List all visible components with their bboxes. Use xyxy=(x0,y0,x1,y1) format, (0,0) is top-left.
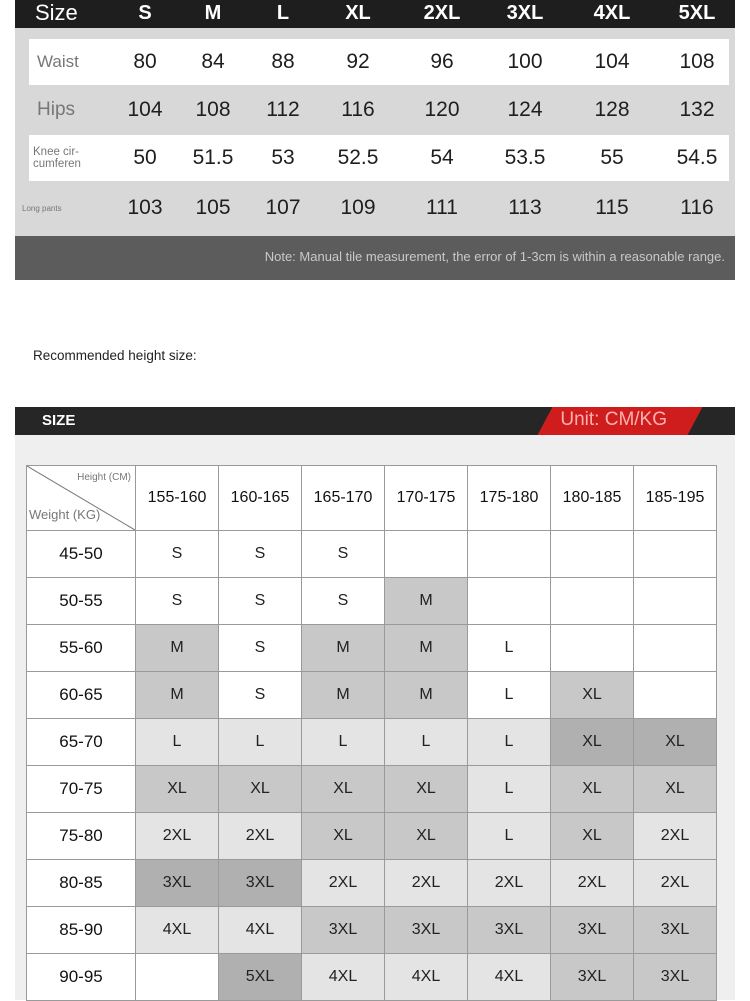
size-cell: 4XL xyxy=(136,907,219,954)
size-cell xyxy=(551,625,634,672)
hips-value: 112 xyxy=(266,98,300,121)
size-cell: M xyxy=(302,672,385,719)
knee-value: 52.5 xyxy=(337,146,379,169)
long-pants-label: Long pants xyxy=(22,203,62,213)
size-cell: 3XL xyxy=(468,907,551,954)
waist-value: 96 xyxy=(430,50,454,73)
size-cell: XL xyxy=(634,766,717,813)
hips-label: Hips xyxy=(37,99,76,120)
size-col-xl: XL xyxy=(345,2,371,24)
long-pants-value: 111 xyxy=(426,196,458,219)
weight-row xyxy=(27,813,717,860)
weight-row xyxy=(27,766,717,813)
long-pants-value: 107 xyxy=(265,196,301,219)
weight-label: 90-95 xyxy=(27,954,136,1001)
size-cell: L xyxy=(468,813,551,860)
recommendation-body xyxy=(27,531,717,1001)
weight-label: 70-75 xyxy=(27,766,136,813)
weight-label: 75-80 xyxy=(27,813,136,860)
size-cell: XL xyxy=(634,719,717,766)
size-cell: 2XL xyxy=(385,860,468,907)
size-cell: S xyxy=(136,578,219,625)
size-cell: 5XL xyxy=(219,954,302,1001)
size-col-4xl: 4XL xyxy=(593,2,631,24)
waist-label: Waist xyxy=(37,52,79,71)
size-cell: XL xyxy=(385,766,468,813)
size-cell: 3XL xyxy=(302,907,385,954)
size-cell: 2XL xyxy=(551,860,634,907)
hips-value: 116 xyxy=(341,98,375,121)
size-cell xyxy=(551,531,634,578)
knee-value: 54 xyxy=(430,146,454,169)
size-cell: S xyxy=(136,531,219,578)
size-cell: 3XL xyxy=(551,954,634,1001)
size-cell: 3XL xyxy=(136,860,219,907)
size-cell: S xyxy=(219,625,302,672)
size-cell: 4XL xyxy=(468,954,551,1001)
size-col-m: M xyxy=(204,2,222,24)
size-cell: M xyxy=(385,578,468,625)
size-cell: S xyxy=(219,578,302,625)
recommendation-table xyxy=(26,465,717,1001)
size-cell xyxy=(385,531,468,578)
size-cell: 2XL xyxy=(634,860,717,907)
hips-value: 132 xyxy=(679,98,715,121)
size-cell: 3XL xyxy=(634,954,717,1001)
size-cell: S xyxy=(302,531,385,578)
size-cell: 3XL xyxy=(219,860,302,907)
size-cell: XL xyxy=(219,766,302,813)
size-cell xyxy=(634,531,717,578)
knee-value: 53 xyxy=(271,146,295,169)
size-cell xyxy=(634,625,717,672)
unit-label: Unit: CM/KG xyxy=(560,409,667,430)
waist-row xyxy=(29,39,729,85)
weight-row xyxy=(27,672,717,719)
long-pants-row xyxy=(15,185,735,231)
size-cell xyxy=(468,531,551,578)
size-cell: XL xyxy=(551,766,634,813)
hips-value: 128 xyxy=(594,98,630,121)
size-cell: 3XL xyxy=(551,907,634,954)
size-cell: L xyxy=(468,766,551,813)
knee-label: Knee cir-cumferen xyxy=(33,146,81,170)
table-corner xyxy=(27,466,136,531)
size-cell: 2XL xyxy=(468,860,551,907)
knee-value: 50 xyxy=(133,146,157,169)
size-cell: XL xyxy=(551,813,634,860)
size-cell: L xyxy=(385,719,468,766)
waist-value: 100 xyxy=(507,50,543,73)
size-cell: XL xyxy=(551,719,634,766)
knee-value: 51.5 xyxy=(192,146,234,169)
size-cell: 3XL xyxy=(634,907,717,954)
size-cell: M xyxy=(136,672,219,719)
height-axis-label: Height (CM) xyxy=(77,472,131,483)
height-header: 185-195 xyxy=(634,466,717,531)
weight-row xyxy=(27,531,717,578)
size-cell: 2XL xyxy=(219,813,302,860)
size-chart-header xyxy=(15,407,735,435)
size-cell: L xyxy=(468,672,551,719)
size-cell xyxy=(551,578,634,625)
waist-value: 84 xyxy=(201,50,225,73)
long-pants-value: 113 xyxy=(508,196,542,219)
long-pants-value: 109 xyxy=(340,196,376,219)
weight-label: 85-90 xyxy=(27,907,136,954)
size-cell: L xyxy=(302,719,385,766)
size-cell: L xyxy=(468,625,551,672)
height-header: 160-165 xyxy=(219,466,302,531)
size-chart-title: SIZE xyxy=(42,412,76,429)
size-col-2xl: 2XL xyxy=(423,2,461,24)
weight-label: 65-70 xyxy=(27,719,136,766)
weight-row xyxy=(27,860,717,907)
size-cell xyxy=(634,672,717,719)
weight-label: 55-60 xyxy=(27,625,136,672)
size-cell: S xyxy=(219,672,302,719)
size-cell: M xyxy=(302,625,385,672)
recommended-heading: Recommended height size: xyxy=(33,348,197,363)
size-col-3xl: 3XL xyxy=(506,2,544,24)
weight-row xyxy=(27,907,717,954)
weight-row xyxy=(27,578,717,625)
measurement-table xyxy=(15,0,735,280)
hips-row xyxy=(15,87,735,133)
size-cell: XL xyxy=(385,813,468,860)
long-pants-value: 103 xyxy=(127,196,163,219)
size-col-l: L xyxy=(276,2,290,24)
size-cell: L xyxy=(219,719,302,766)
hips-value: 108 xyxy=(195,98,231,121)
weight-label: 60-65 xyxy=(27,672,136,719)
waist-value: 88 xyxy=(271,50,295,73)
hips-value: 104 xyxy=(127,98,163,121)
weight-label: 45-50 xyxy=(27,531,136,578)
size-cell: M xyxy=(136,625,219,672)
long-pants-value: 115 xyxy=(595,196,629,219)
waist-value: 104 xyxy=(594,50,630,73)
size-col-s: S xyxy=(138,2,152,24)
size-cell: L xyxy=(468,719,551,766)
size-cell: XL xyxy=(551,672,634,719)
size-cell: 2XL xyxy=(634,813,717,860)
measurement-note: Note: Manual tile measurement, the error of 1-3cm is within a reasonable range. xyxy=(15,236,735,280)
size-cell: M xyxy=(385,625,468,672)
knee-value: 53.5 xyxy=(504,146,546,169)
size-cell: S xyxy=(302,578,385,625)
size-col-5xl: 5XL xyxy=(678,2,716,24)
size-cell: 3XL xyxy=(385,907,468,954)
size-cell: XL xyxy=(302,766,385,813)
weight-axis-label: Weight (KG) xyxy=(29,507,101,522)
size-cell: 2XL xyxy=(302,860,385,907)
long-pants-value: 105 xyxy=(195,196,231,219)
weight-row xyxy=(27,625,717,672)
measurement-header xyxy=(15,0,735,28)
height-header: 170-175 xyxy=(385,466,468,531)
size-cell: XL xyxy=(302,813,385,860)
height-header-row xyxy=(27,466,717,531)
size-cell: S xyxy=(219,531,302,578)
height-header: 155-160 xyxy=(136,466,219,531)
height-header: 175-180 xyxy=(468,466,551,531)
hips-value: 120 xyxy=(424,98,460,121)
knee-value: 54.5 xyxy=(676,146,718,169)
size-cell: 4XL xyxy=(219,907,302,954)
weight-row xyxy=(27,954,717,1001)
waist-value: 80 xyxy=(133,50,157,73)
size-cell xyxy=(468,578,551,625)
size-cell: 4XL xyxy=(302,954,385,1001)
weight-row xyxy=(27,719,717,766)
size-header-label: Size xyxy=(35,0,78,25)
size-cell xyxy=(136,954,219,1001)
height-header: 180-185 xyxy=(551,466,634,531)
hips-value: 124 xyxy=(507,98,543,121)
long-pants-value: 116 xyxy=(680,196,714,219)
size-cell xyxy=(634,578,717,625)
knee-row xyxy=(29,135,729,181)
size-cell: L xyxy=(136,719,219,766)
weight-label: 80-85 xyxy=(27,860,136,907)
waist-value: 108 xyxy=(679,50,715,73)
height-header: 165-170 xyxy=(302,466,385,531)
size-cell: XL xyxy=(136,766,219,813)
size-cell: M xyxy=(385,672,468,719)
knee-value: 55 xyxy=(600,146,624,169)
size-cell: 2XL xyxy=(136,813,219,860)
size-cell: 4XL xyxy=(385,954,468,1001)
weight-label: 50-55 xyxy=(27,578,136,625)
waist-value: 92 xyxy=(346,50,370,73)
